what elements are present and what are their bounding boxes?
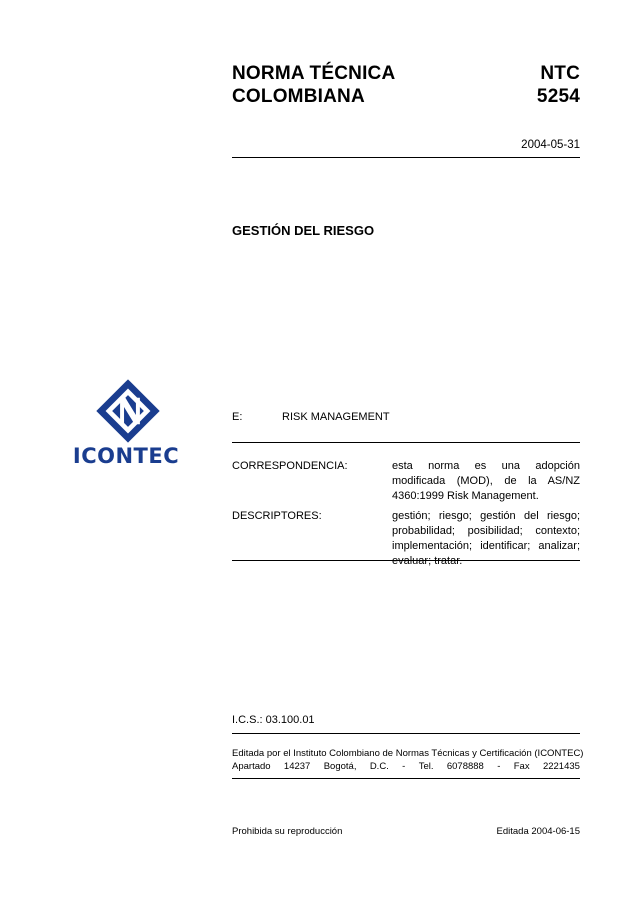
header-divider — [232, 157, 580, 158]
title-line-2: COLOMBIANA — [232, 86, 365, 107]
reproduction-notice: Prohibida su reproducción — [232, 826, 343, 837]
english-title-label: E: — [232, 411, 243, 423]
publisher-address-part: 2221435 — [542, 761, 580, 772]
correspondencia-value: esta norma es una adopción modificada (MOD), de la AS/NZ 4360:1999 Risk Management. — [392, 460, 580, 502]
publisher-address-part: 14237 — [283, 761, 311, 772]
descriptores-value: gestión; riesgo; gestión del riesgo; probabilidad; posibilidad; contexto; implementación; identificar; analizar; evaluar; tratar. — [392, 510, 580, 567]
publisher-address-part: - — [497, 761, 501, 772]
section-divider-bottom — [232, 560, 580, 561]
publisher-line-2 — [232, 760, 580, 773]
descriptores-label: DESCRIPTORES: — [232, 510, 322, 522]
publisher-line-1: Editada por el Instituto Colombiano de Normas Técnicas y Certificación (ICONTEC) — [232, 748, 584, 759]
document-title: GESTIÓN DEL RIESGO — [232, 223, 375, 238]
publisher-address-part: Apartado — [232, 761, 271, 772]
publisher-address-part: Fax — [513, 761, 530, 772]
publisher-address-part: Bogotá, — [323, 761, 357, 772]
section-divider-top — [232, 442, 580, 443]
publisher-address-part: - — [402, 761, 406, 772]
correspondencia-label: CORRESPONDENCIA: — [232, 460, 348, 472]
ics-divider — [232, 733, 580, 734]
publisher-divider — [232, 778, 580, 779]
code-line-1: NTC — [540, 63, 580, 84]
publisher-address-part: 6078888 — [446, 761, 484, 772]
ratification-date: 2004-05-31 — [521, 139, 580, 151]
publisher-address-part: D.C. — [369, 761, 389, 772]
english-title-value: RISK MANAGEMENT — [282, 411, 390, 423]
edition-date: Editada 2004-06-15 — [496, 826, 580, 837]
code-line-2: 5254 — [536, 86, 580, 107]
title-line-1: NORMA TÉCNICA — [232, 63, 396, 84]
standard-code — [537, 62, 580, 108]
standard-type-title — [232, 62, 395, 108]
ics-code: I.C.S.: 03.100.01 — [232, 714, 315, 726]
publisher-address-part: Tel. — [418, 761, 434, 772]
icontec-n-logo-icon — [90, 378, 166, 444]
icontec-logo — [66, 378, 186, 470]
logo-text: ICONTEC — [72, 444, 180, 468]
